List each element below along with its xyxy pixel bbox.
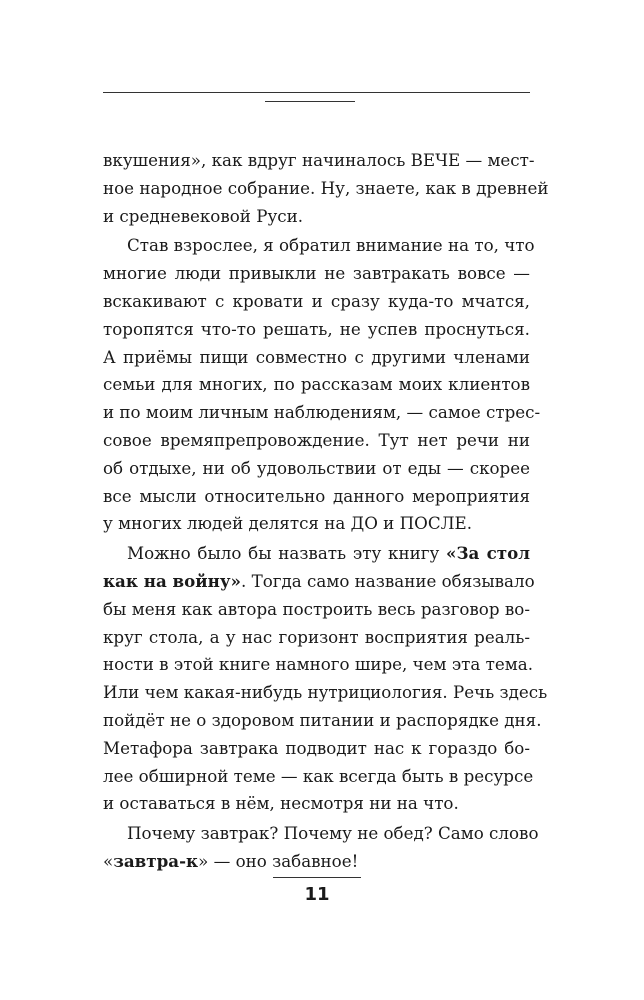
text-line <box>103 540 530 568</box>
bold-text: как на войну» <box>103 570 241 591</box>
bold-text: завтра-к <box>113 850 199 871</box>
text-run: » — оно забавное! <box>198 850 359 871</box>
text-run: Можно было бы назвать эту книгу <box>127 543 447 564</box>
text-run: совое времяпрепровождение. Тут нет речи ни <box>103 429 530 450</box>
text-run: лее обширной теме — как всегда быть в ресурсе <box>103 765 534 786</box>
text-run: вкушения», как вдруг начиналось ВЕЧЕ — мест- <box>103 150 535 170</box>
text-line <box>103 848 530 876</box>
text-line <box>103 763 534 791</box>
text-line <box>103 232 535 260</box>
text-run: А приёмы пищи совместно с другими членами <box>103 346 530 367</box>
text-run: семьи для многих, по рассказам моих клиентов <box>103 374 530 395</box>
text-run: и по моим личным наблюдениям, — самое стрес- <box>103 402 541 423</box>
text-line <box>103 371 530 399</box>
text-run: Почему завтрак? Почему не обед? Само слово <box>127 823 539 844</box>
text-line <box>103 596 530 624</box>
text-run: . Тогда само название обязывало <box>241 570 535 591</box>
text-run: « <box>103 850 114 871</box>
text-run: Или чем какая-нибудь нутрициология. Речь здесь <box>103 682 548 703</box>
text-line <box>103 288 530 316</box>
bold-text: «За стол <box>446 543 530 564</box>
text-line <box>103 651 534 679</box>
text-run: и средневековой Руси. <box>103 205 304 226</box>
text-line <box>103 260 530 288</box>
text-line <box>103 344 530 372</box>
text-line <box>103 707 542 735</box>
paragraph <box>103 147 549 230</box>
text-line <box>103 820 539 848</box>
text-line <box>103 147 535 175</box>
text-line <box>103 679 548 707</box>
body-text <box>103 147 549 878</box>
text-run: и оставаться в нём, несмотря ни на что. <box>103 793 459 814</box>
text-run: вскакивают с кровати и сразу куда-то мчатся, <box>103 290 530 311</box>
text-line <box>103 316 530 344</box>
text-run: ности в этой книге намного шире, чем эта тема. <box>103 654 534 675</box>
text-run: все мысли относительно данного мероприятия <box>103 485 530 506</box>
text-line <box>103 455 530 483</box>
text-line <box>103 399 541 427</box>
text-run: пойдёт не о здоровом питании и распорядке дня. <box>103 709 542 730</box>
text-line <box>103 735 530 763</box>
paragraph <box>103 232 541 538</box>
text-line <box>103 790 530 818</box>
top-rule-short <box>265 101 355 102</box>
bottom-rule <box>273 877 361 878</box>
top-rule <box>103 92 530 93</box>
paragraph <box>103 820 539 876</box>
text-run: бы меня как автора построить весь разговор во- <box>103 598 530 619</box>
text-run: об отдыхе, ни об удовольствии от еды — скорее <box>103 457 530 478</box>
text-run: круг стола, а у нас горизонт восприятия реаль- <box>103 626 530 647</box>
text-run: Став взрослее, я обратил внимание на то, что <box>127 235 535 256</box>
text-line <box>103 624 530 652</box>
text-line <box>103 427 530 455</box>
text-run: ное народное собрание. Ну, знаете, как в древней <box>103 177 549 198</box>
text-line <box>103 483 530 511</box>
text-run: многие люди привыкли не завтракать вовсе — <box>103 263 530 284</box>
text-run: торопятся что-то решать, не успев проснуться. <box>103 318 530 339</box>
text-run: Метафора завтрака подводит нас к гораздо бо- <box>103 737 530 758</box>
text-line <box>103 568 535 596</box>
text-run: у многих людей делятся на ДО и ПОСЛЕ. <box>103 513 473 534</box>
paragraph <box>103 540 548 818</box>
text-line <box>103 175 549 203</box>
page-number: 11 <box>304 884 330 905</box>
text-line <box>103 203 530 231</box>
text-line <box>103 510 530 538</box>
